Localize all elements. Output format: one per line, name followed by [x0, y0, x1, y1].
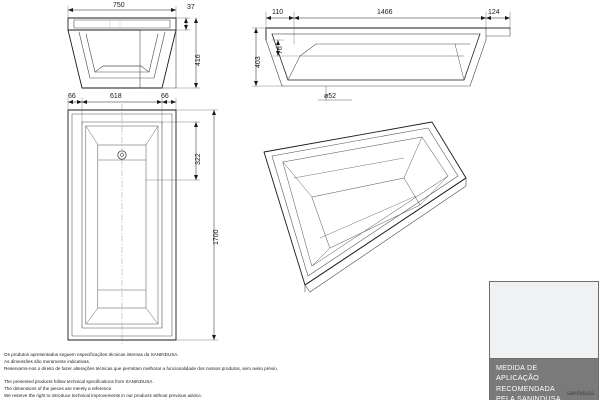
dim-section-length: 1466 [377, 9, 393, 16]
note-en-line-2: The dimensions of the pieces are merely a reference. [4, 386, 113, 391]
dim-section-left: 110 [272, 9, 284, 16]
dim-drain-diameter: ø52 [324, 93, 337, 100]
dim-plan-left-margin: 66 [68, 93, 76, 100]
note-pt-line-1: Os produtos apresentados seguem especificações técnicas internas da SANINDUSA. [4, 352, 179, 357]
legend-line-2: APLICAÇÃO [496, 373, 539, 383]
dim-section-height: 403 [255, 56, 262, 68]
legend-line-4: PELA SANINDUSA [496, 394, 561, 401]
legend-line-1: MEDIDA DE [496, 363, 538, 372]
dim-section-right: 124 [488, 9, 500, 16]
dim-plan-inner-width: 618 [110, 93, 122, 100]
dim-top-width: 750 [113, 2, 125, 9]
note-en-line-1: The presented products follow technical specifications from SANINDUSA. [4, 379, 154, 384]
note-pt-line-3: Reservamo-nos o direito de fazer alterações técnicas que permitam melhorar a funcionalidade dos nossos produtos, sem aviso prévio. [4, 366, 278, 371]
legend-box [489, 281, 599, 400]
dim-top-small-height: 37 [187, 4, 195, 11]
dim-top-depth: 416 [195, 54, 202, 66]
dim-plan-right-margin: 66 [161, 93, 169, 100]
dim-plan-inner-height: 322 [195, 153, 202, 165]
dim-plan-total-height: 1700 [213, 229, 220, 245]
brand-logo: sanindusa [566, 391, 594, 397]
legend-line-3: RECOMENDADA [496, 383, 555, 393]
note-pt-line-2: As dimensões são meramente indicativas. [4, 359, 91, 364]
dim-section-small: 76 [277, 46, 284, 54]
note-en-line-3: We reserve the right to introduce technical improvements in our products without previous advice. [4, 393, 203, 398]
legend-detail-area [490, 282, 598, 359]
